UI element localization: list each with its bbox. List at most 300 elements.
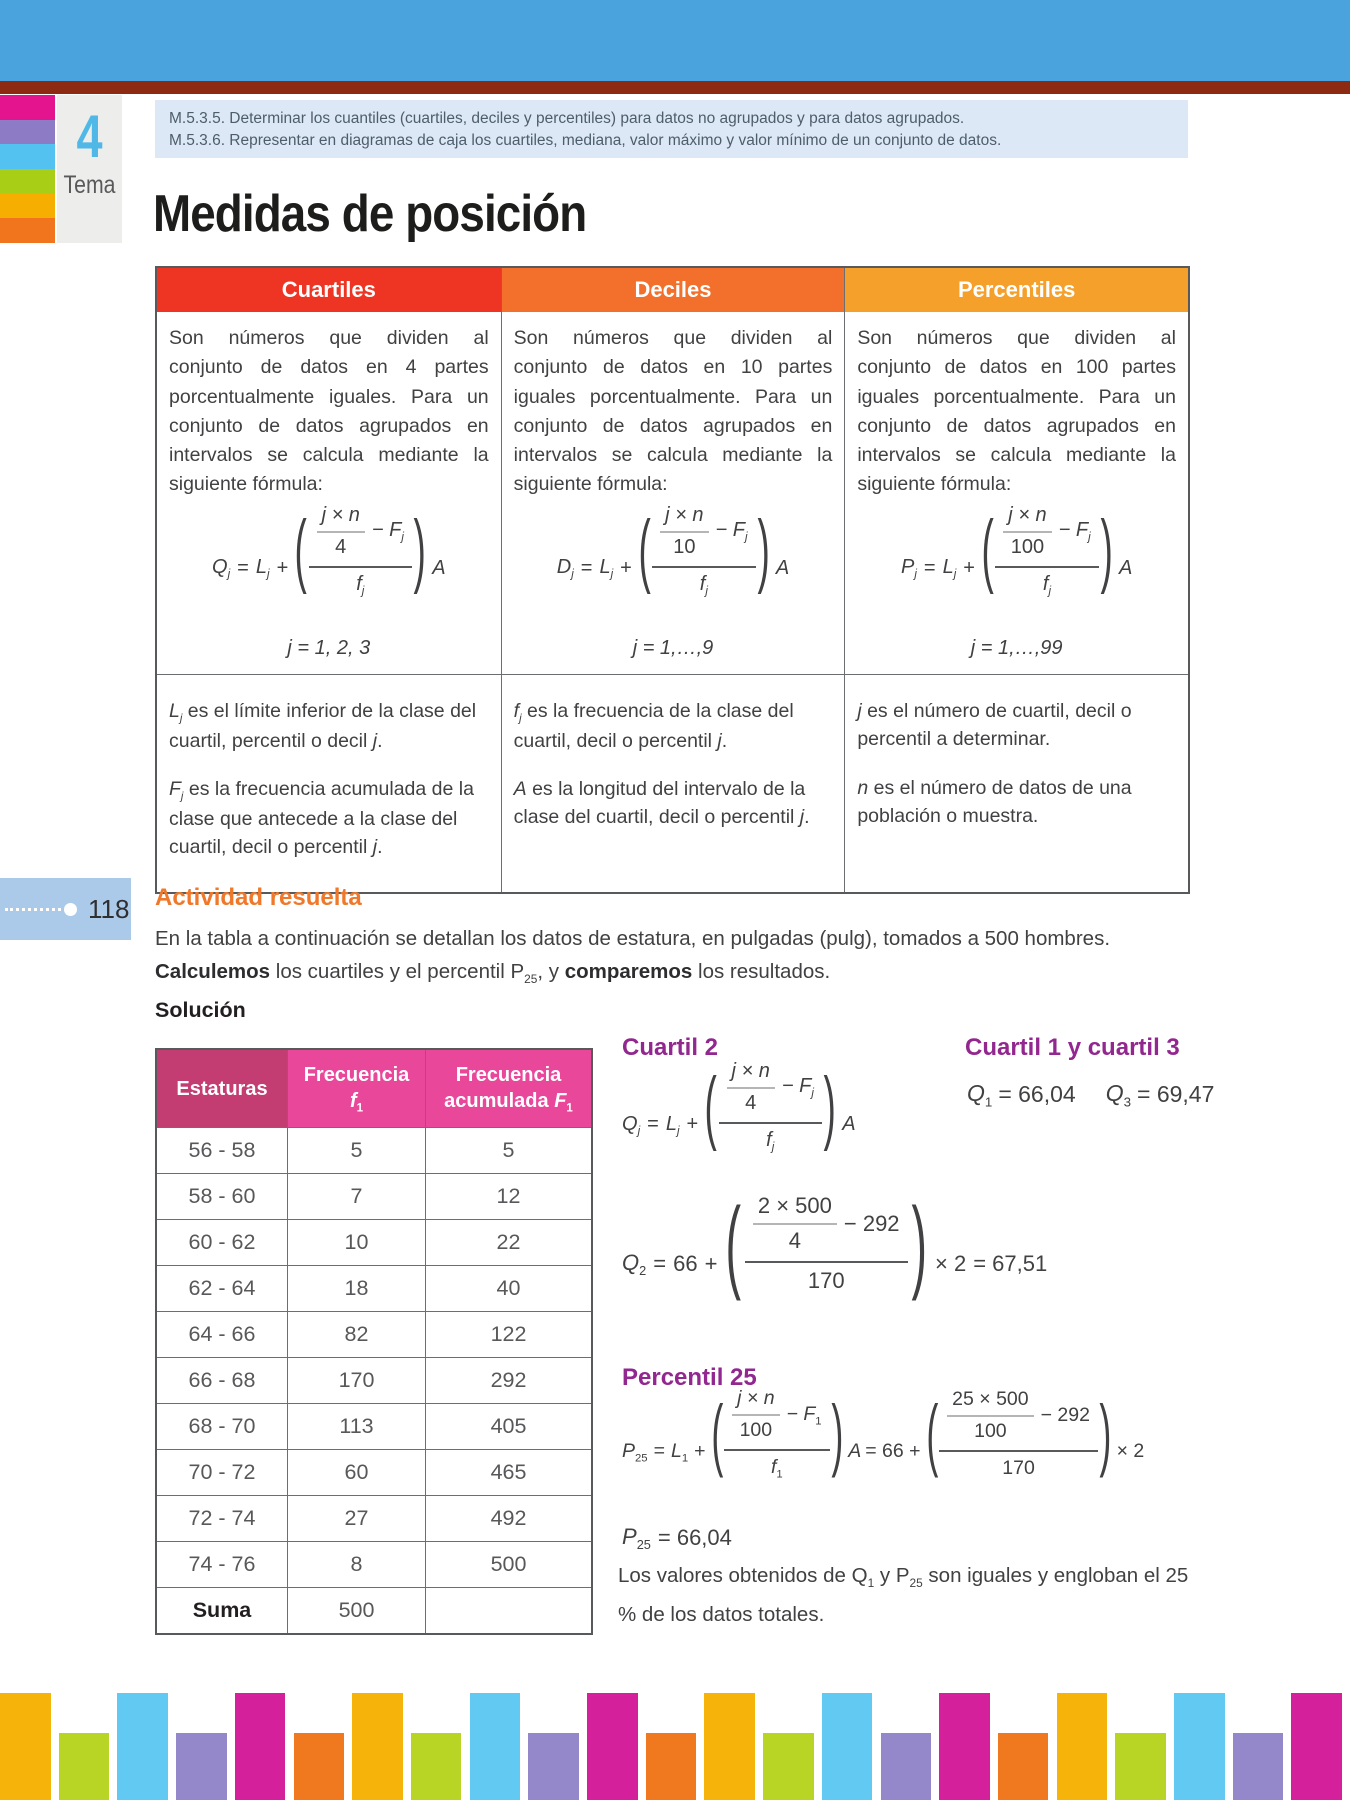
concept-column-notes <box>157 674 501 892</box>
left-paren: ( <box>725 1185 742 1302</box>
symbol-subscript: j <box>1048 584 1052 598</box>
concept-note: A es la longitud del intervalo de la clase del cuartil, decil o percentil j. <box>513 778 810 829</box>
page-number: 118 <box>88 893 130 924</box>
table-cell: 27 <box>287 1495 425 1541</box>
table-cell: 122 <box>425 1311 591 1357</box>
fraction-denominator <box>808 1263 845 1294</box>
symbol-base: Q <box>967 1080 985 1106</box>
footer-bar <box>0 1693 51 1800</box>
tema-stripe <box>0 95 55 120</box>
table-cell: 5 <box>287 1127 425 1173</box>
note-symbol: A <box>513 778 527 801</box>
header-label: Frecuencia <box>303 1063 410 1086</box>
fraction-denominator <box>700 568 708 598</box>
tema-color-stripes <box>0 95 55 243</box>
math-symbol <box>557 556 574 581</box>
leader-dot <box>64 903 77 916</box>
math-token: = <box>580 556 593 579</box>
fraction <box>939 1388 1098 1480</box>
math-symbol <box>766 1129 775 1154</box>
math-symbol <box>716 519 748 544</box>
inner-fraction <box>727 1060 775 1115</box>
tema-label: Tema <box>63 171 116 199</box>
parenthesis-group <box>927 1388 1111 1480</box>
footer-bar <box>998 1733 1049 1800</box>
symbol-subscript: j <box>914 567 917 581</box>
inner-fraction <box>753 1193 837 1254</box>
symbol-base: f <box>699 572 706 595</box>
symbol-base: − F <box>1058 518 1089 541</box>
symbol-base: 170 <box>807 1268 845 1294</box>
table-cell: 40 <box>425 1265 591 1311</box>
solution-label: Solución <box>155 998 246 1022</box>
fraction-denominator <box>771 1451 783 1481</box>
symbol-base: − 292 <box>843 1210 900 1236</box>
math-token: × 2 <box>1116 1440 1145 1463</box>
curriculum-standards-box <box>155 100 1188 158</box>
fraction <box>719 1060 822 1154</box>
total-value-cell <box>425 1587 591 1633</box>
fraction-numerator <box>995 504 1098 568</box>
intro-line-1: En la tabla a continuación se detallan los datos de estatura, en pulgadas (pulg), tomados a 500 hombres. <box>155 927 1111 950</box>
tema-stripe <box>0 194 55 219</box>
math-symbol <box>666 1113 680 1138</box>
math-token: = <box>237 556 249 579</box>
footer-bar <box>939 1693 990 1800</box>
footer-bar <box>704 1693 755 1800</box>
math-token: = <box>653 1440 665 1463</box>
symbol-base: f <box>766 1129 772 1151</box>
symbol-subscript: j <box>227 567 231 581</box>
note-subscript: j <box>179 712 183 725</box>
header-symbol-line: acumulada $F_1$ <box>444 1089 573 1115</box>
math-token: + <box>276 556 289 579</box>
right-paren: ) <box>757 504 770 596</box>
percentil25-result <box>622 1524 732 1552</box>
left-paren: ( <box>925 1389 938 1479</box>
footer-bar <box>881 1733 932 1800</box>
symbol-subscript: j <box>771 1140 775 1154</box>
header-label: Estaturas <box>176 1077 268 1100</box>
top-banner-accent <box>0 81 1350 94</box>
header-symbol-line <box>288 1088 425 1116</box>
q1-subscript: 1 <box>867 1575 875 1590</box>
table-cell: 60 - 62 <box>157 1219 287 1265</box>
note-subscript: j <box>519 712 522 725</box>
symbol-subscript: j <box>744 530 748 544</box>
fraction-numerator <box>309 504 412 568</box>
parenthesis-group <box>982 504 1112 598</box>
symbol-subscript: j <box>1088 530 1091 544</box>
concept-note: $f_j$ es la frecuencia de la clase del cuartil, decil o percentil j. <box>513 700 794 752</box>
concept-note: n es el número de datos de una población o muestra. <box>857 776 1132 827</box>
footer-bar <box>1174 1693 1225 1800</box>
concept-description: Son números que dividen al conjunto de datos en 4 partes porcentualmente iguales. Para un conjunto de datos agrupados en intervalos se calcula mediante la siguiente fórmula: <box>169 327 489 496</box>
note-italic-end: j <box>372 729 378 752</box>
math-token: + <box>694 1440 706 1463</box>
symbol-subscript: j <box>571 567 574 581</box>
math-token: A <box>1118 556 1133 579</box>
symbol-base: f <box>356 572 362 595</box>
table-cell: 8 <box>287 1541 425 1587</box>
symbol-base: − 292 <box>1040 1404 1090 1427</box>
math-symbol <box>622 1250 646 1278</box>
symbol-subscript: 25 <box>635 1452 648 1465</box>
activity-heading: Actividad resuelta <box>155 884 362 911</box>
table-cell: 70 - 72 <box>157 1449 287 1495</box>
inner-numerator: 25 × 500 <box>947 1388 1033 1417</box>
header-symbol-subscript: 1 <box>566 1101 573 1115</box>
inner-numerator: j × n <box>727 1060 775 1089</box>
fraction <box>309 504 412 598</box>
fraction-numerator <box>939 1388 1098 1452</box>
table-cell: 465 <box>425 1449 591 1495</box>
concept-column-body <box>501 312 845 674</box>
tema-stripe <box>0 218 55 243</box>
table-cell: 10 <box>287 1219 425 1265</box>
tema-number: 4 <box>76 103 103 170</box>
inner-numerator: j × n <box>1003 504 1051 533</box>
symbol-subscript: 3 <box>1123 1094 1132 1110</box>
percentile-result <box>622 1524 732 1552</box>
concept-note: $L_j$ es el límite inferior de la clase del cuartil, percentil o decil j. <box>169 700 477 752</box>
symbol-subscript: 1 <box>984 1094 993 1110</box>
concept-column-notes <box>501 674 845 892</box>
concept-column-body <box>157 312 501 674</box>
standard-line-2: M.5.3.6. Representar en diagramas de caja los cuartiles, mediana, valor máximo y valor mínimo de un conjunto de datos. <box>169 132 1002 149</box>
concept-description: Son números que dividen al conjunto de datos en 10 partes iguales porcentualmente. Para un conjunto de datos agrupados en intervalos se calcula mediante la siguiente fórmula: <box>513 327 833 496</box>
math-token: = 69,47 <box>1137 1081 1215 1108</box>
symbol-subscript: j <box>637 1124 641 1138</box>
math-token: A <box>432 556 446 579</box>
math-symbol <box>699 572 708 598</box>
quartile-result <box>967 1080 1076 1109</box>
closing-text: son iguales y engloban el 25 % de los datos totales. <box>618 1564 1189 1626</box>
symbol-base: P <box>622 1524 637 1549</box>
footer-bar <box>59 1733 110 1800</box>
note-subscript: j <box>180 790 184 803</box>
table-cell: 5 <box>425 1127 591 1173</box>
concept-note: j es el número de cuartil, decil o percentil a determinar. <box>857 700 1132 751</box>
math-symbol <box>808 1268 845 1293</box>
footer-bar <box>646 1733 697 1800</box>
math-symbol <box>673 1251 697 1277</box>
math-symbol <box>622 1440 648 1465</box>
parenthesis-group <box>712 1387 843 1481</box>
math-token: = 66,04 <box>998 1081 1076 1108</box>
table-cell: 64 - 66 <box>157 1311 287 1357</box>
symbol-base: − F <box>715 518 745 541</box>
left-paren: ( <box>294 504 308 596</box>
symbol-subscript: 1 <box>776 1468 783 1481</box>
note-symbol: j <box>857 700 862 722</box>
table-cell: 492 <box>425 1495 591 1541</box>
note-symbol: F <box>169 778 181 801</box>
right-paren: ) <box>413 504 426 596</box>
math-token: = 66,04 <box>657 1525 732 1551</box>
closing-paragraph <box>618 1560 1196 1630</box>
closing-text: y P <box>874 1564 910 1587</box>
symbol-base: P <box>900 556 915 578</box>
symbol-base: L <box>255 556 267 578</box>
symbol-subscript: j <box>266 567 270 581</box>
inner-fraction <box>732 1387 779 1442</box>
fraction <box>724 1387 829 1481</box>
table-cell: 7 <box>287 1173 425 1219</box>
concept-column-body <box>844 312 1188 674</box>
right-paren: ) <box>1099 1389 1112 1479</box>
formula-range: j = 1,…,99 <box>970 637 1063 660</box>
concept-column-header: Cuartiles <box>157 268 501 312</box>
table-cell: 58 - 60 <box>157 1173 287 1219</box>
footer-bar <box>352 1693 403 1800</box>
table-cell: 22 <box>425 1219 591 1265</box>
symbol-subscript: j <box>361 584 365 598</box>
parenthesis-group <box>639 504 769 598</box>
symbol-base: f <box>771 1456 777 1479</box>
left-paren: ( <box>638 504 651 596</box>
note-symbol: n <box>857 776 869 799</box>
table-cell: 62 - 64 <box>157 1265 287 1311</box>
inner-fraction <box>660 504 708 559</box>
fraction-denominator <box>1002 1452 1035 1480</box>
math-token: A <box>775 556 790 579</box>
math-token: = 67,51 <box>973 1250 1048 1276</box>
symbol-base: − F <box>786 1402 816 1425</box>
cuartil13-heading: Cuartil 1 y cuartil 3 <box>965 1034 1180 1061</box>
fraction-denominator <box>1043 568 1051 598</box>
fraction-denominator <box>356 568 364 598</box>
symbol-subscript: 1 <box>681 1452 689 1465</box>
footer-bar <box>1233 1733 1284 1800</box>
inner-fraction <box>1003 504 1051 559</box>
symbol-base: Q <box>1105 1080 1124 1106</box>
math-token: × 2 <box>934 1250 967 1276</box>
math-symbol <box>599 556 613 581</box>
parenthesis-group <box>705 1060 835 1154</box>
table-cell: 60 <box>287 1449 425 1495</box>
inner-numerator: j × n <box>660 504 708 533</box>
formula-range: j = 1, 2, 3 <box>287 637 371 660</box>
left-paren: ( <box>710 1389 723 1479</box>
table-cell: 170 <box>287 1357 425 1403</box>
symbol-base: L <box>599 556 611 578</box>
total-value-cell: 500 <box>287 1587 425 1633</box>
symbol-subscript: 1 <box>815 1415 822 1428</box>
inner-numerator: j × n <box>732 1387 779 1416</box>
symbol-base: − F <box>371 518 402 541</box>
note-italic-end: j <box>372 836 378 859</box>
symbol-subscript: 25 <box>636 1537 651 1553</box>
math-symbol <box>782 1075 814 1100</box>
fraction <box>745 1193 908 1294</box>
symbol-subscript: j <box>953 567 957 581</box>
inner-numerator: 2 × 500 <box>753 1193 837 1225</box>
page-number-tab <box>0 878 131 940</box>
math-token: = <box>647 1113 659 1136</box>
table-cell: 68 - 70 <box>157 1403 287 1449</box>
header-symbol: F <box>554 1089 567 1112</box>
footer-bar <box>1115 1733 1166 1800</box>
symbol-base: 66 <box>673 1250 698 1276</box>
math-symbol <box>622 1113 640 1138</box>
symbol-subscript: 2 <box>639 1262 647 1278</box>
page-title: Medidas de posición <box>153 185 587 243</box>
note-symbol: L <box>169 700 180 722</box>
closing-text: Los valores obtenidos de Q <box>618 1564 868 1587</box>
inner-fraction <box>317 504 365 559</box>
note-symbol: f <box>513 700 520 722</box>
symbol-base: − F <box>781 1075 812 1098</box>
math-symbol <box>1106 1080 1131 1109</box>
inner-denominator: 10 <box>673 535 696 558</box>
math-token: + <box>686 1113 699 1136</box>
math-token: A <box>842 1113 856 1136</box>
concept-table <box>155 266 1190 894</box>
math-token: A <box>848 1440 862 1463</box>
footer-bar <box>411 1733 462 1800</box>
math-symbol <box>771 1456 783 1481</box>
math-symbol <box>787 1403 822 1428</box>
inner-numerator: j × n <box>317 504 365 533</box>
intro-text: los cuartiles y el percentil P <box>270 960 525 983</box>
intro-bold-calculemos: Calculemos <box>155 960 271 983</box>
fraction-numerator <box>719 1060 822 1124</box>
parenthesis-group <box>295 504 425 598</box>
math-token: = <box>923 556 936 579</box>
p25-subscript: 25 <box>909 1575 923 1590</box>
table-cell: 292 <box>425 1357 591 1403</box>
inner-denominator: 100 <box>974 1420 1007 1443</box>
top-banner <box>0 0 1350 81</box>
footer-bar <box>1057 1693 1108 1800</box>
symbol-subscript: j <box>610 567 614 581</box>
footer-bar <box>1291 1693 1342 1800</box>
concept-column-notes <box>844 674 1188 892</box>
standard-line-1: M.5.3.5. Determinar los cuantiles (cuartiles, deciles y percentiles) para datos no agrupados y para datos agrupados. <box>169 110 965 127</box>
inner-denominator: 4 <box>745 1092 757 1114</box>
math-symbol <box>1059 519 1091 544</box>
left-paren: ( <box>704 1060 718 1152</box>
fraction <box>995 504 1098 598</box>
math-symbol <box>943 556 957 581</box>
table-cell: 113 <box>287 1403 425 1449</box>
concept-description: Son números que dividen al conjunto de datos en 100 partes iguales porcentualmente. Para un conjunto de datos agrupados en intervalos se calcula mediante la siguiente fórmula: <box>857 327 1176 496</box>
p25-subscript: 25 <box>524 971 538 986</box>
formula-range: j = 1,…,9 <box>632 637 714 660</box>
concept-column-header: Percentiles <box>844 268 1188 312</box>
inner-denominator: 4 <box>788 1228 801 1254</box>
table-cell: 56 - 58 <box>157 1127 287 1173</box>
data-table-header <box>157 1050 287 1127</box>
symbol-base: P <box>622 1439 636 1462</box>
concept-note: $F_j$ es la frecuencia acumulada de la clase que antecede a la clase del cuartil, decil o percentil j. <box>169 778 474 859</box>
footer-bar <box>294 1733 345 1800</box>
table-cell: 82 <box>287 1311 425 1357</box>
total-label-cell: Suma <box>157 1587 287 1633</box>
footer-bar <box>587 1693 638 1800</box>
intro-text: los resultados. <box>692 960 831 983</box>
table-cell: 72 - 74 <box>157 1495 287 1541</box>
symbol-subscript: j <box>676 1124 680 1138</box>
symbol-subscript: j <box>811 1086 814 1100</box>
math-symbol <box>256 556 270 581</box>
data-table-header <box>425 1050 591 1127</box>
inner-denominator: 100 <box>1010 535 1045 558</box>
footer-bar <box>528 1733 579 1800</box>
math-symbol <box>967 1080 992 1109</box>
math-symbol <box>901 556 917 581</box>
header-symbol-subscript: 1 <box>356 1101 364 1115</box>
math-token: = 66 + <box>865 1440 921 1463</box>
right-paren: ) <box>911 1185 927 1302</box>
fraction-denominator <box>766 1124 774 1154</box>
intro-text: , y <box>537 960 565 983</box>
symbol-base: L <box>670 1439 682 1462</box>
inner-denominator: 4 <box>335 535 347 558</box>
tema-box <box>57 95 122 243</box>
symbol-base: Q <box>212 556 228 578</box>
math-symbol <box>1042 572 1052 598</box>
table-cell: 500 <box>425 1541 591 1587</box>
tema-stripe <box>0 144 55 169</box>
tema-stripe <box>0 120 55 145</box>
header-label: Frecuencia <box>455 1063 562 1086</box>
footer-bar <box>117 1693 168 1800</box>
symbol-subscript: j <box>705 584 708 598</box>
activity-intro <box>155 922 1245 996</box>
footer-bar <box>822 1693 873 1800</box>
right-paren: ) <box>823 1060 836 1152</box>
parenthesis-group <box>724 1185 928 1302</box>
fraction-numerator <box>745 1193 908 1263</box>
table-cell: 66 - 68 <box>157 1357 287 1403</box>
footer-bar <box>176 1733 227 1800</box>
footer-bar <box>763 1733 814 1800</box>
right-paren: ) <box>1100 504 1113 596</box>
intro-bold-comparemos: comparemos <box>564 960 693 983</box>
fraction <box>652 504 755 598</box>
math-symbol <box>1041 1404 1090 1427</box>
frequency-table <box>155 1048 593 1635</box>
table-cell: 405 <box>425 1403 591 1449</box>
cuartil1-cuartil3-results <box>967 1080 1214 1109</box>
concept-column-header: Deciles <box>501 268 845 312</box>
symbol-base: 170 <box>1002 1457 1035 1480</box>
math-symbol <box>356 572 365 598</box>
math-symbol <box>1002 1457 1035 1479</box>
math-symbol <box>212 556 230 581</box>
table-cell: 74 - 76 <box>157 1541 287 1587</box>
quartile-result <box>1106 1080 1215 1109</box>
symbol-base: Q <box>622 1112 638 1135</box>
cuartil2-heading: Cuartil 2 <box>622 1034 719 1061</box>
fraction-numerator <box>652 504 755 568</box>
math-symbol <box>844 1211 900 1237</box>
symbol-base: D <box>556 556 572 578</box>
note-italic-end: j <box>717 729 722 752</box>
data-table-header <box>287 1050 425 1127</box>
symbol-base: f <box>1042 572 1049 595</box>
inner-denominator: 100 <box>739 1419 773 1442</box>
fraction-numerator <box>724 1387 829 1451</box>
table-cell: 18 <box>287 1265 425 1311</box>
table-cell: 12 <box>425 1173 591 1219</box>
math-symbol <box>372 519 404 544</box>
symbol-base: L <box>665 1112 677 1135</box>
note-italic-end: j <box>799 806 805 829</box>
header-symbol: f <box>349 1089 357 1112</box>
